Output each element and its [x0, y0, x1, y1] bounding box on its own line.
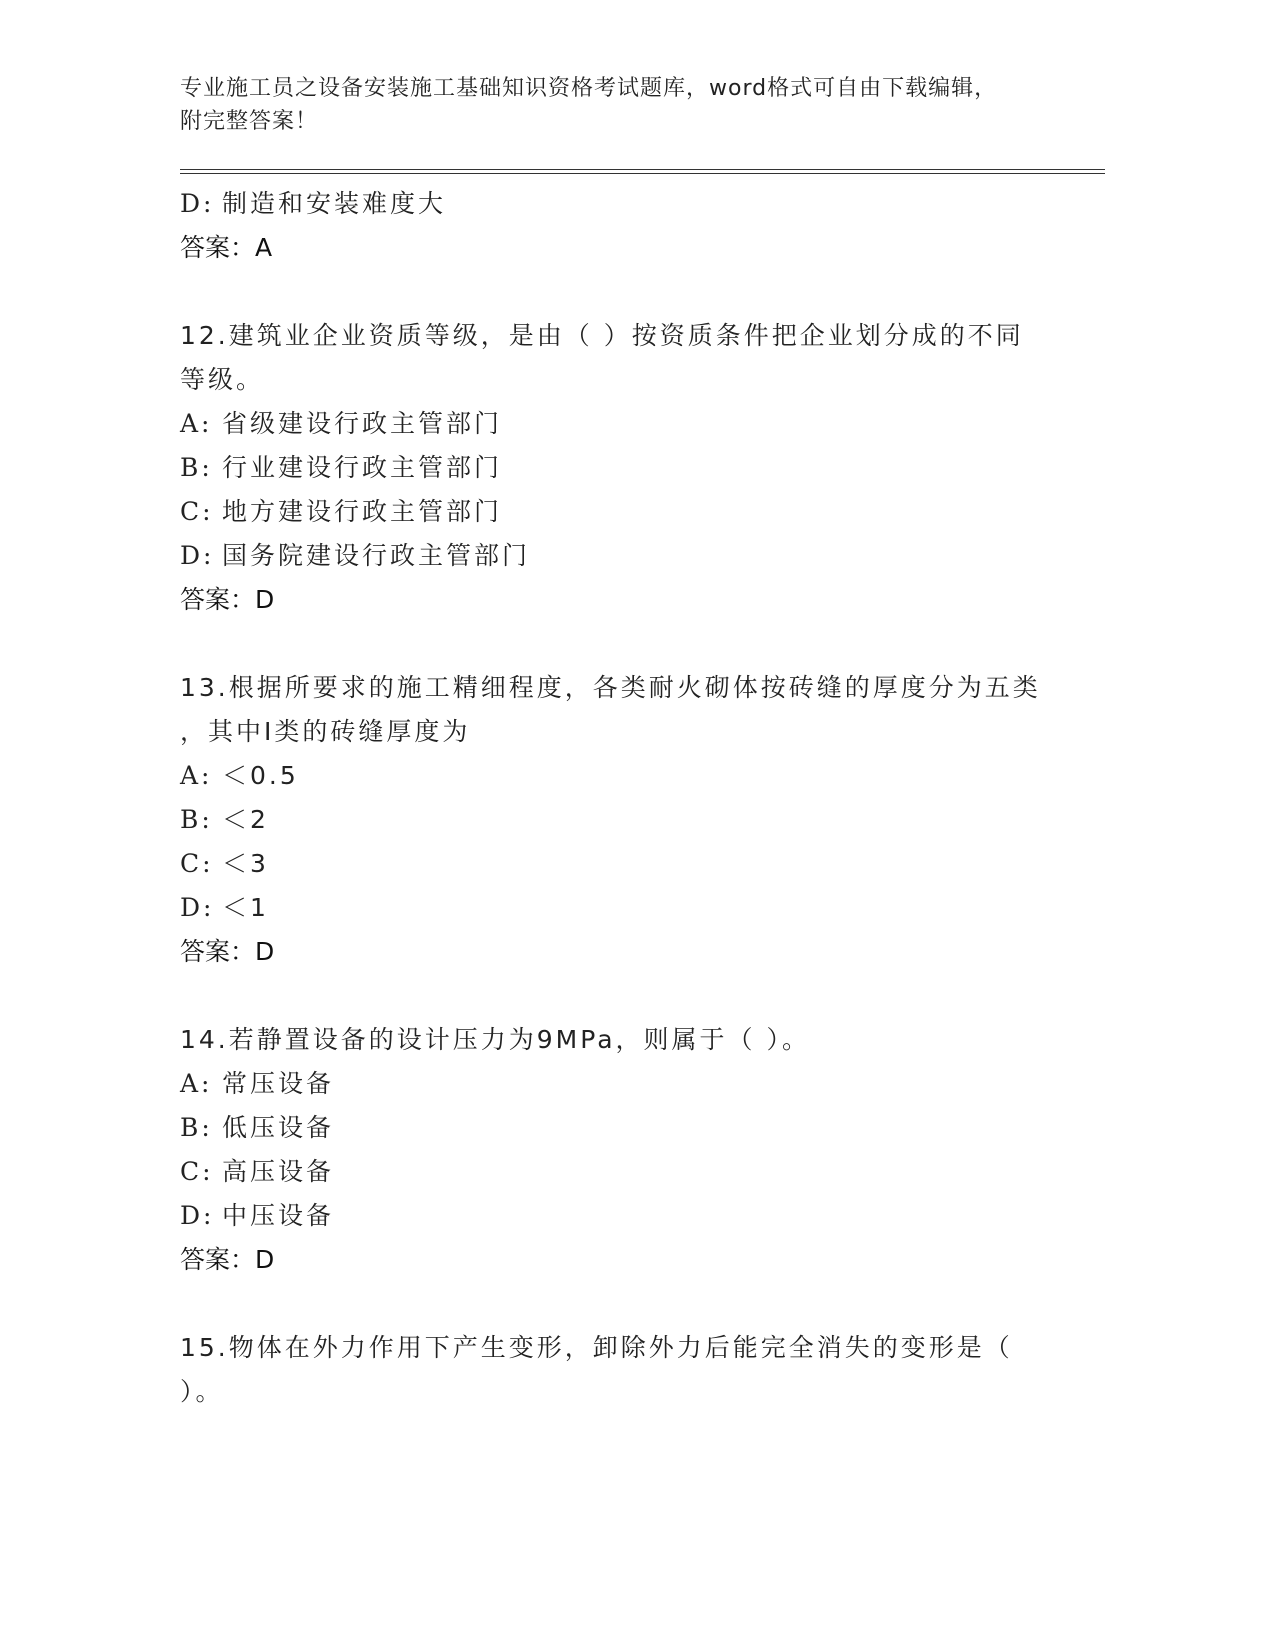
option-label: B:	[180, 805, 213, 834]
option-d	[180, 886, 1080, 930]
option-text: 地方建设行政主管部门	[222, 497, 503, 526]
answer-line: 答案：A	[180, 233, 273, 262]
option-label: B:	[180, 453, 213, 482]
option-label: C:	[180, 497, 214, 526]
question-13	[180, 666, 1080, 974]
option-d	[180, 182, 1080, 226]
header-line-2: 附完整答案！	[180, 109, 319, 134]
header-line-1: 专业施工员之设备安装施工基础知识资格考试题库，word格式可自由下载编辑，	[180, 76, 998, 101]
option-a	[180, 402, 1080, 446]
answer-line: 答案：D	[180, 585, 275, 614]
header-divider	[180, 169, 1105, 174]
spacer	[180, 270, 1080, 314]
answer-line: 答案：D	[180, 1245, 275, 1274]
answer-line: 答案：D	[180, 937, 275, 966]
question-stem-line: ，其中Ⅰ类的砖缝厚度为	[180, 717, 471, 746]
question-stem-line: 15.物体在外力作用下产生变形，卸除外力后能完全消失的变形是（	[180, 1333, 1013, 1362]
question-stem-line: 14.若静置设备的设计压力为9MPa，则属于（ ）。	[180, 1025, 810, 1054]
option-label: A:	[180, 409, 213, 438]
option-text: 中压设备	[222, 1201, 335, 1230]
question-list	[180, 182, 1080, 1414]
option-text: ＜1	[222, 893, 269, 922]
option-text: 国务院建设行政主管部门	[222, 541, 531, 570]
option-text: ＜0.5	[222, 761, 299, 790]
option-label: C:	[180, 1157, 214, 1186]
option-text: 高压设备	[222, 1157, 335, 1186]
question-15	[180, 1326, 1080, 1414]
option-label: A:	[180, 761, 213, 790]
question-12	[180, 314, 1080, 622]
option-b	[180, 1106, 1080, 1150]
spacer	[180, 974, 1080, 1018]
option-label: D:	[180, 541, 215, 570]
option-b	[180, 798, 1080, 842]
option-a	[180, 754, 1080, 798]
option-d	[180, 1194, 1080, 1238]
option-c	[180, 490, 1080, 534]
option-d	[180, 534, 1080, 578]
option-a	[180, 1062, 1080, 1106]
option-label: D:	[180, 189, 215, 218]
option-text: ＜2	[222, 805, 269, 834]
question-stem-line: ）。	[180, 1377, 224, 1406]
question-stem-line: 12.建筑业企业资质等级，是由（ ）按资质条件把企业划分成的不同	[180, 321, 1024, 350]
spacer	[180, 1282, 1080, 1326]
question-14	[180, 1018, 1080, 1282]
option-text: 常压设备	[222, 1069, 335, 1098]
option-label: D:	[180, 893, 215, 922]
spacer	[180, 622, 1080, 666]
question-stem-line: 等级。	[180, 365, 265, 394]
question-stem-line: 13.根据所要求的施工精细程度，各类耐火砌体按砖缝的厚度分为五类	[180, 673, 1041, 702]
option-text: 制造和安装难度大	[222, 189, 447, 218]
option-c	[180, 842, 1080, 886]
document-header	[180, 72, 1080, 138]
option-label: B:	[180, 1113, 213, 1142]
option-b	[180, 446, 1080, 490]
option-text: 行业建设行政主管部门	[222, 453, 503, 482]
option-label: D:	[180, 1201, 215, 1230]
option-label: C:	[180, 849, 214, 878]
option-text: 低压设备	[222, 1113, 335, 1142]
option-text: 省级建设行政主管部门	[222, 409, 503, 438]
option-c	[180, 1150, 1080, 1194]
option-label: A:	[180, 1069, 213, 1098]
option-text: ＜3	[222, 849, 269, 878]
